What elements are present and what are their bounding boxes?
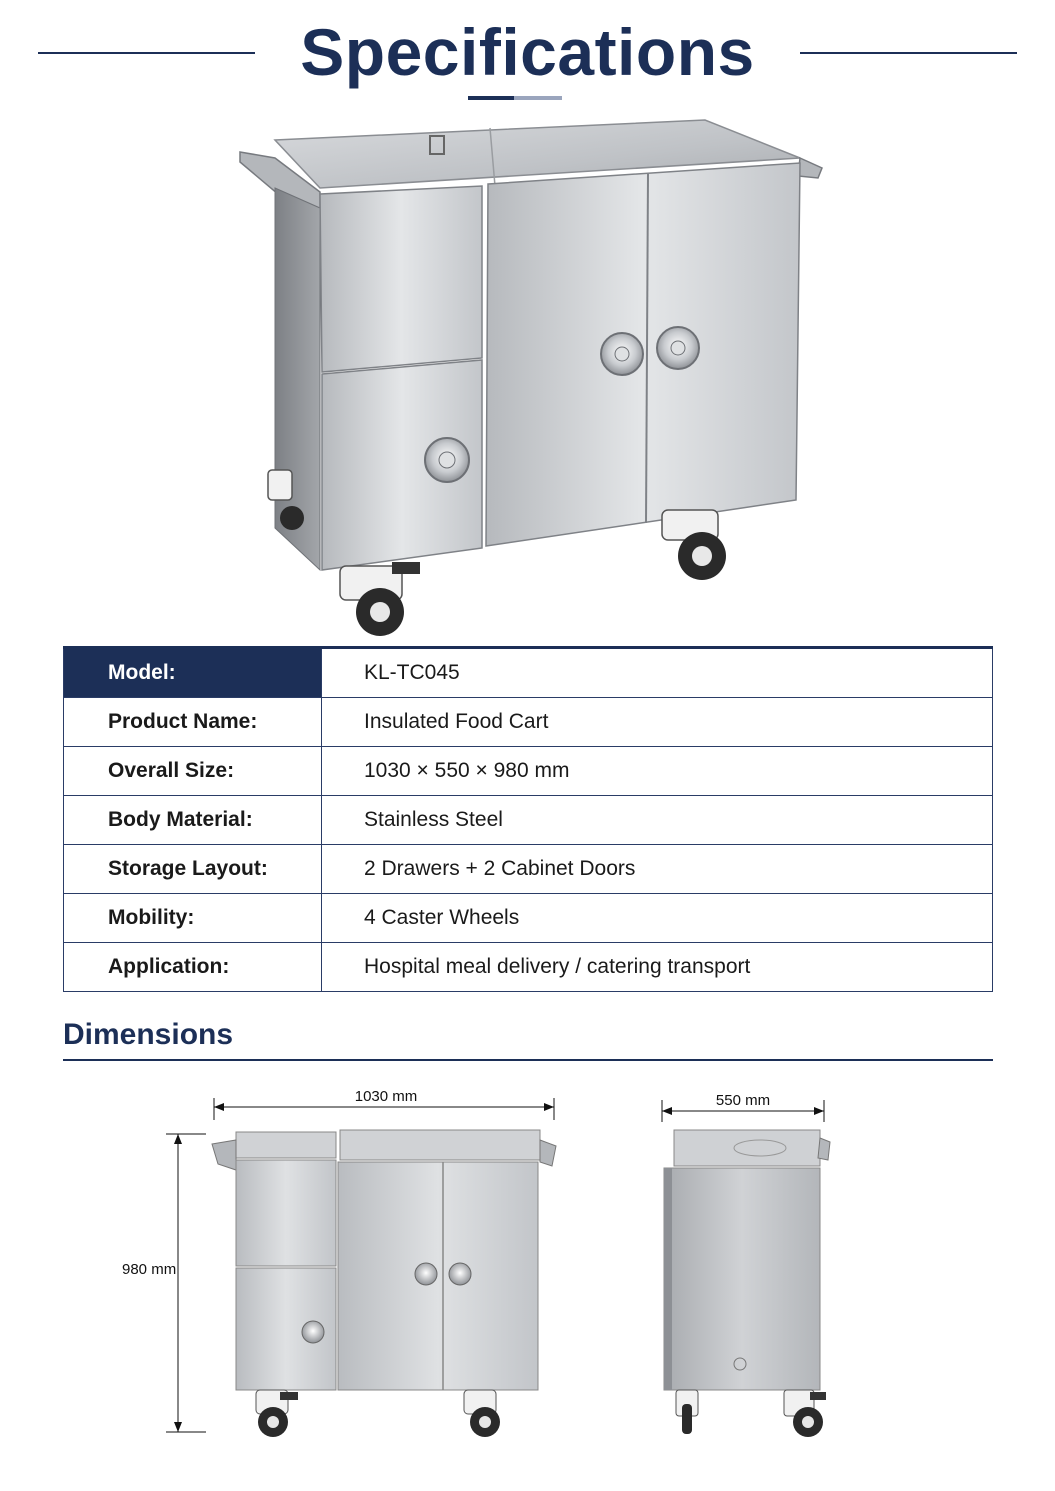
- spec-value: KL-TC045: [322, 648, 993, 698]
- spec-row-mobility: [64, 894, 993, 943]
- specifications-table: [63, 646, 993, 992]
- front-view-drawing: [110, 1080, 570, 1450]
- dimensions-rule: [63, 1059, 993, 1061]
- page-title: Specifications: [300, 15, 755, 89]
- spec-row-storage-layout: [64, 845, 993, 894]
- product-image: [230, 118, 830, 640]
- spec-value: 4 Caster Wheels: [322, 894, 993, 943]
- page-header: [0, 0, 1055, 110]
- side-view-drawing: [650, 1080, 850, 1450]
- spec-label: Overall Size:: [64, 747, 322, 796]
- header-rule-right: [800, 52, 1017, 54]
- spec-value: Hospital meal delivery / catering transport: [322, 943, 993, 992]
- title-underline: [468, 96, 562, 100]
- spec-value: Insulated Food Cart: [322, 698, 993, 747]
- depth-dimension-label: 550 mm: [715, 1092, 771, 1109]
- width-dimension-label: 1030 mm: [354, 1088, 418, 1105]
- spec-row-model: [64, 648, 993, 698]
- dimensions-heading: Dimensions: [63, 1018, 234, 1051]
- spec-value: 2 Drawers + 2 Cabinet Doors: [322, 845, 993, 894]
- spec-value: 1030 × 550 × 980 mm: [322, 747, 993, 796]
- height-dimension-label: 980 mm: [122, 1261, 177, 1278]
- spec-label: Application:: [64, 943, 322, 992]
- spec-row-body-material: [64, 796, 993, 845]
- spec-label: Mobility:: [64, 894, 322, 943]
- spec-label: Product Name:: [64, 698, 322, 747]
- spec-label: Body Material:: [64, 796, 322, 845]
- spec-row-product-name: [64, 698, 993, 747]
- spec-value: Stainless Steel: [322, 796, 993, 845]
- spec-row-overall-size: [64, 747, 993, 796]
- spec-label: Model:: [64, 648, 322, 698]
- spec-label: Storage Layout:: [64, 845, 322, 894]
- spec-row-application: [64, 943, 993, 992]
